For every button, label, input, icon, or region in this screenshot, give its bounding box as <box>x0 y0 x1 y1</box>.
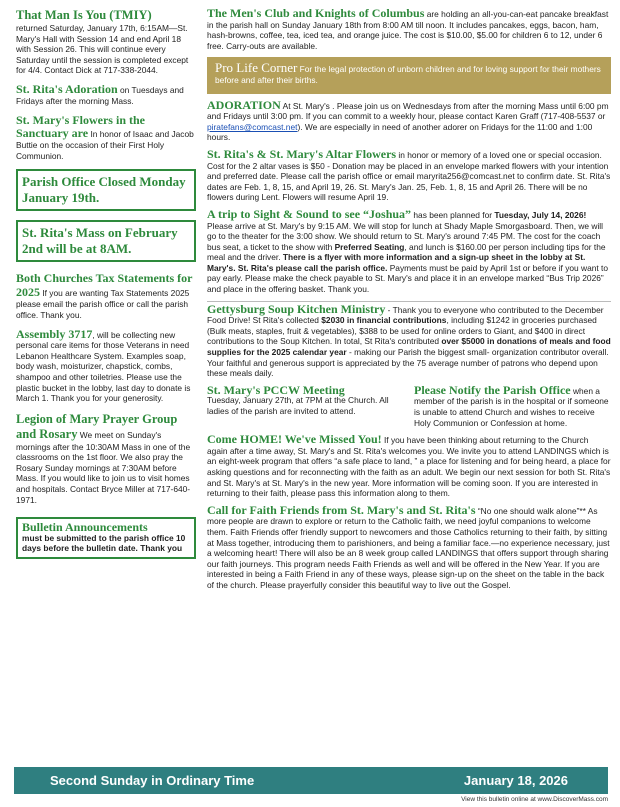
trip-seating: Preferred Seating <box>334 241 405 252</box>
trip-intro: has been planned for <box>413 209 493 220</box>
prolife-banner <box>207 57 611 93</box>
rita-adoration-title: St. Rita's Adoration <box>16 81 118 96</box>
assembly-section <box>16 326 196 404</box>
faith-friends-section <box>207 502 611 591</box>
right-column <box>207 8 611 597</box>
footer-liturgy: Second Sunday in Ordinary Time <box>50 773 255 788</box>
tax-title: Both Churches Tax Statements for 2025 <box>16 271 193 300</box>
legion-body: We meet on Sunday's mornings after the 10:30AM Mass in one of the classrooms on the 1st floor. We also pray the Rosary Sunday mornings at 7:30AM before Mass. If you would like to join us to visit homes and hospitals. Contact Bryce Miller at 717-640-1971. <box>16 429 191 505</box>
trip-body-2: , and lunch is $160.00 per person including tips for the meal and the driver. <box>207 241 606 263</box>
footer-date: January 18, 2026 <box>463 773 568 788</box>
come-home-title: Come HOME! We've Missed You! <box>207 432 382 447</box>
adoration-section <box>207 97 611 143</box>
footer-bar <box>14 767 608 794</box>
faith-friends-title: Call for Faith Friends from St. Mary's and St. Rita's <box>207 502 476 517</box>
altar-flowers-body: in honor or memory of a loved one or special occasion. Cost for the 2 altar vases is $50 - Donation may be placed in an envelope marked flowers with your intention and preferred date. Please call the parish office or email maryrita256@comcast.net to confirm date. St. Rita's dates are Feb. 1, 8, 15, and April 19, 26. St. Mary's Jan. 25, Feb. 1, 8, 15 and April 26. There will be no flowers during Lent. Flowers will resume April 19. <box>207 149 611 203</box>
come-home-section <box>207 434 611 499</box>
trip-flyer-note: There is a flyer with more information and a sign-up sheet in the lobby at St. Mary's. St. Rita's please call the parish office. <box>207 252 586 273</box>
faith-friends-body: “No one should walk alone”** As more people are drawn to explore or return to the Catholic faith, we need joyful companions to welcome them. Faith Friends offer friendly support to newcomers and those Catholics returning to their faith, by sitting at Mass together, introducing them to parishioners, and being a familiar face.—no experience necessary, just a welcoming heart! There will also be an 8 week group called LANDINGS that offers support through sharing our faith journeys. This program needs Faith Friends as well and will be offered in the New Year. If you are interested in being a Faith Friend in any of these ways, please sign-up on the sheet on the table in the back of the church. Please prayerfully consider this beautiful way to live out the Gospel. <box>207 505 610 590</box>
tmiy-body: returned Saturday, January 17th, 6:15AM—St. Mary's Hall with Session 14 and end April 18 with Session 26. This will continue every Saturday until the session is completed except for 4/4. Contact Dick at 717-338-2044. <box>16 23 189 76</box>
soup-kitchen-title: Gettysburg Soup Kitchen Ministry <box>207 301 386 316</box>
pccw-section <box>207 382 404 428</box>
prolife-title: Pro Life Corner <box>215 60 298 76</box>
notify-section <box>414 382 611 428</box>
trip-body-1: Please arrive at St. Mary's by 9:15 AM. We will stop for lunch at Shady Maple Smorgasboard. Then, we will go to the theater for the 3:00 show. We should return to St. Mary's around 7:45 PM. The cost for the coach bus seat, a ticket to the show with <box>207 220 604 252</box>
tax-section <box>16 271 196 320</box>
bulletin-box <box>16 517 196 559</box>
assembly-body: , will be collecting new personal care items for those Veterans in need Lebanon Healthcare System. Examples soap, body wash, moisturizer, chapstick, combs, shampoo and other toiletries. Please use the plastic bucket in the lobby, last day to donate is March 1. Thank you for your generosity. <box>16 329 191 404</box>
soup-amount-1: $2030 in financial contributions <box>321 315 447 326</box>
notify-title: Please Notify the Parish Office <box>414 382 571 397</box>
altar-flowers-section <box>207 146 611 203</box>
mens-club-body: are holding an all-you-can-eat pancake breakfast in the parish hall on Sunday January 18th from 8:00 AM till noon. It includes pancakes, eggs, bacon, ham, hash-browns, coffee, tea, iced tea, and orange juice. The cost is $10.00, $5.00 for children 6 to 12, under 6 free. Carry-outs are available. <box>207 9 609 51</box>
trip-section <box>207 206 611 295</box>
tax-body: If you are wanting Tax Statements 2025 please email the parish office or call the parish office. Thank you. <box>16 288 190 320</box>
bulletin-title: Bulletin Announcements <box>22 520 148 535</box>
rita-adoration-body: on Tuesdays and Fridays after the morning Mass. <box>16 84 184 106</box>
adoration-title: ADORATION <box>207 97 281 112</box>
soup-body-3: - making our Parish the biggest small- organization contributor overall. Your faithful and generous support is appreciated by the 75 average number of patrons who depend upon these meals daily. <box>207 347 609 379</box>
notify-body: when a member of the parish is in the hospital or if someone is unable to attend Church and wishes to receive Holy Communion or Confession at home. <box>414 385 609 428</box>
trip-title: A trip to Sight & Sound to see “Joshua” <box>207 206 412 221</box>
soup-kitchen-section <box>207 301 611 379</box>
come-home-body: If you have been thinking about returning to the Church again after a time away, St. Mary's and St. Rita's welcomes you. We invite you to attend LANDINGS which is an eight-week program that offers “a safe place to land, ” a place for listening and for being heard, a place for asking questions and for reconnecting with the faith as an adult. We begin our next session for both St. Rita's and St. Mary's at St. Mary's in the new year. More information will be coming soon. If you are interested in returning to their faith, please pass this information along to them. <box>207 435 611 499</box>
online-note: View this bulletin online at www.DiscoverMass.com <box>461 796 608 803</box>
altar-flowers-title: St. Rita's & St. Mary's Altar Flowers <box>207 146 397 161</box>
left-column <box>16 8 196 559</box>
trip-date: Tuesday, July 14, 2026! <box>494 209 587 220</box>
trip-body-3: Payments must be paid by April 1st or before if you want to pay early. Please make the check payable to St. Mary's and place it in an envelope marked “Bus Trip 2026” and place in the offering basket. Thank you. <box>207 262 609 295</box>
flowers-body: In honor of Isaac and Jacob Buttie on the occasion of their First Holy Communion. <box>16 129 194 161</box>
adoration-email-link[interactable]: piratefans@comcast.net <box>207 121 298 132</box>
rita-adoration-section <box>16 81 196 106</box>
adoration-body-1: At St. Mary's . Please join us on Wednesdays from after the morning Mass until 6:00 pm and Fridays until 3:00 pm. If you can commit to a weekly hour, please contact Karen Graff (717-408-5537 or <box>207 100 609 122</box>
two-column-row <box>207 382 611 428</box>
mens-club-section <box>207 8 611 51</box>
adoration-body-2: ). We are especially in need of another adorer on Fridays for the 11:00 and 1:00 hours. <box>207 121 593 143</box>
soup-amount-2: over $5000 in donations of meals and food supplies for the 2025 calendar year <box>207 336 611 358</box>
prolife-body: For the legal protection of unborn children and for loving support for their mothers before and after their births. <box>215 64 601 85</box>
tmiy-title: That Man Is You (TMIY) <box>16 8 152 22</box>
soup-body-1: - Thank you to everyone who contributed to the December Food Drive! St Rita's collected <box>207 304 604 326</box>
flowers-section <box>16 114 196 161</box>
pccw-title: St. Mary's PCCW Meeting <box>207 382 345 397</box>
office-closed-box: Parish Office Closed Monday January 19th. <box>16 169 196 211</box>
tmiy-section <box>16 8 196 76</box>
soup-body-2: , including $1242 in groceries purchased (Bulk meats, staples, fruit & vegetables), $388 to be used for online orders to Giant, and $400 in direct contributions to the Soup Kitchen. In total, St Rita's contributed <box>207 315 597 347</box>
mens-club-title: The Men's Club and Knights of Columbus <box>207 6 425 20</box>
assembly-title: Assembly 3717 <box>16 326 93 341</box>
pccw-body: Tuesday, January 27th, at 7PM at the Church. All ladies of the parish are invited to attend. <box>207 395 389 416</box>
rita-mass-box: St. Rita's Mass on February 2nd will be at 8AM. <box>16 220 196 262</box>
legion-section <box>16 412 196 506</box>
bulletin-body: must be submitted to the parish office 10 days before the bulletin date. Thank you <box>22 532 186 554</box>
legion-title: Legion of Mary Prayer Group and Rosary <box>16 411 178 441</box>
flowers-title: St. Mary's Flowers in the Sanctuary are <box>16 113 145 141</box>
